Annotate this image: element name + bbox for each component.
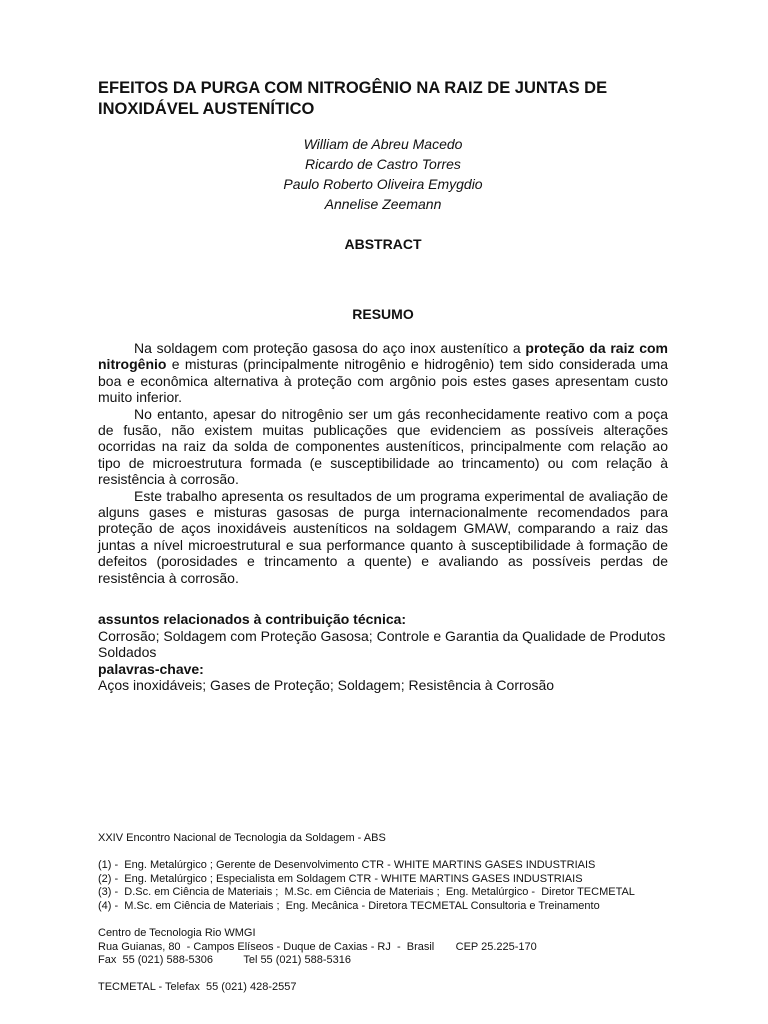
resumo-p1-text: Na soldagem com proteção gasosa do aço inox austenítico a (134, 340, 526, 356)
resumo-heading: RESUMO (352, 306, 414, 322)
conference-name: XXIV Encontro Nacional de Tecnologia da Soldagem - ABS (98, 832, 386, 844)
subjects-label: assuntos relacionados à contribuição técnica: (98, 611, 407, 627)
author-name: Annelise Zeemann (324, 196, 442, 212)
affiliation-note: (4) - M.Sc. em Ciência de Materiais ; Eng. Mecânica - Diretora TECMETAL Consultoria e Treinamento (98, 899, 600, 912)
conference-note (98, 832, 698, 846)
author-name: Paulo Roberto Oliveira Emygdio (283, 176, 483, 192)
affiliation-note: (1) - Eng. Metalúrgico ; Gerente de Desenvolvimento CTR - WHITE MARTINS GASES INDUSTRIAIS (98, 859, 596, 871)
author-affiliations (98, 859, 698, 913)
resumo-paragraph-2: No entanto, apesar do nitrogênio ser um gás reconhecidamente reativo com a poça de fusão, não existem muitas publicações que evidenciem as possíveis alterações ocorridas na raiz da solda de componentes austeníticos, principalmente com relação ao tipo de microestrutura formada (e susceptibilidade ao trincamento) ou com relação à resistência à corrosão. (98, 405, 668, 488)
resumo-paragraph-1 (98, 340, 668, 406)
tecmetal-contact (98, 981, 698, 995)
paper-metadata (98, 611, 678, 694)
address-line: Rua Guianas, 80 - Campos Elíseos - Duque de Caxias - RJ - Brasil CEP 25.225-170 (98, 940, 537, 953)
author-name: William de Abreu Macedo (303, 136, 463, 152)
resumo-p1-text-end: e misturas (principalmente nitrogênio e hidrogênio) tem sido considerada uma boa e econômica alternativa à proteção com argônio pois estes gases apresentam custo muito inferior. (98, 356, 668, 406)
affiliation-note: (2) - Eng. Metalúrgico ; Especialista em Soldagem CTR - WHITE MARTINS GASES INDUSTRIAIS (98, 872, 583, 885)
resumo-body (98, 340, 668, 586)
paper-title: EFEITOS DA PURGA COM NITROGÊNIO NA RAIZ DE JUNTAS DE INOXIDÁVEL AUSTENÍTICO (98, 79, 608, 118)
abstract-heading: ABSTRACT (344, 236, 422, 252)
author-name: Ricardo de Castro Torres (305, 156, 461, 172)
address-line: Centro de Tecnologia Rio WMGI (98, 927, 256, 939)
resumo-paragraph-3: Este trabalho apresenta os resultados de um programa experimental de avaliação de alguns gases e misturas gasosas de purga internacionalmente recomendados para proteção de aços inoxidáveis austeníticos na soldagem GMAW, comparando a raiz das juntas a nível microestrutural e sua performance quanto à susceptibilidade à formação de defeitos (porosidades e trincamento a quente) e avaliando as possíveis perdas de resistência à corrosão. (98, 487, 668, 586)
address-block (98, 927, 698, 968)
affiliation-note: (3) - D.Sc. em Ciência de Materiais ; M.Sc. em Ciência de Materiais ; Eng. Metalúrgico - Diretor TECMETAL (98, 886, 635, 898)
keywords-label: palavras-chave: (98, 660, 204, 677)
tecmetal-line: TECMETAL - Telefax 55 (021) 428-2557 (98, 981, 297, 993)
author-list (98, 134, 668, 214)
keywords-text: Aços inoxidáveis; Gases de Proteção; Soldagem; Resistência à Corrosão (98, 677, 555, 693)
resumo-p1-emphasis: proteção da raiz com nitrogênio (98, 340, 668, 373)
address-line: Fax 55 (021) 588-5306 Tel 55 (021) 588-5316 (98, 954, 351, 966)
subjects-text: Corrosão; Soldagem com Proteção Gasosa; Controle e Garantia da Qualidade de Produtos Soldados (98, 627, 666, 660)
